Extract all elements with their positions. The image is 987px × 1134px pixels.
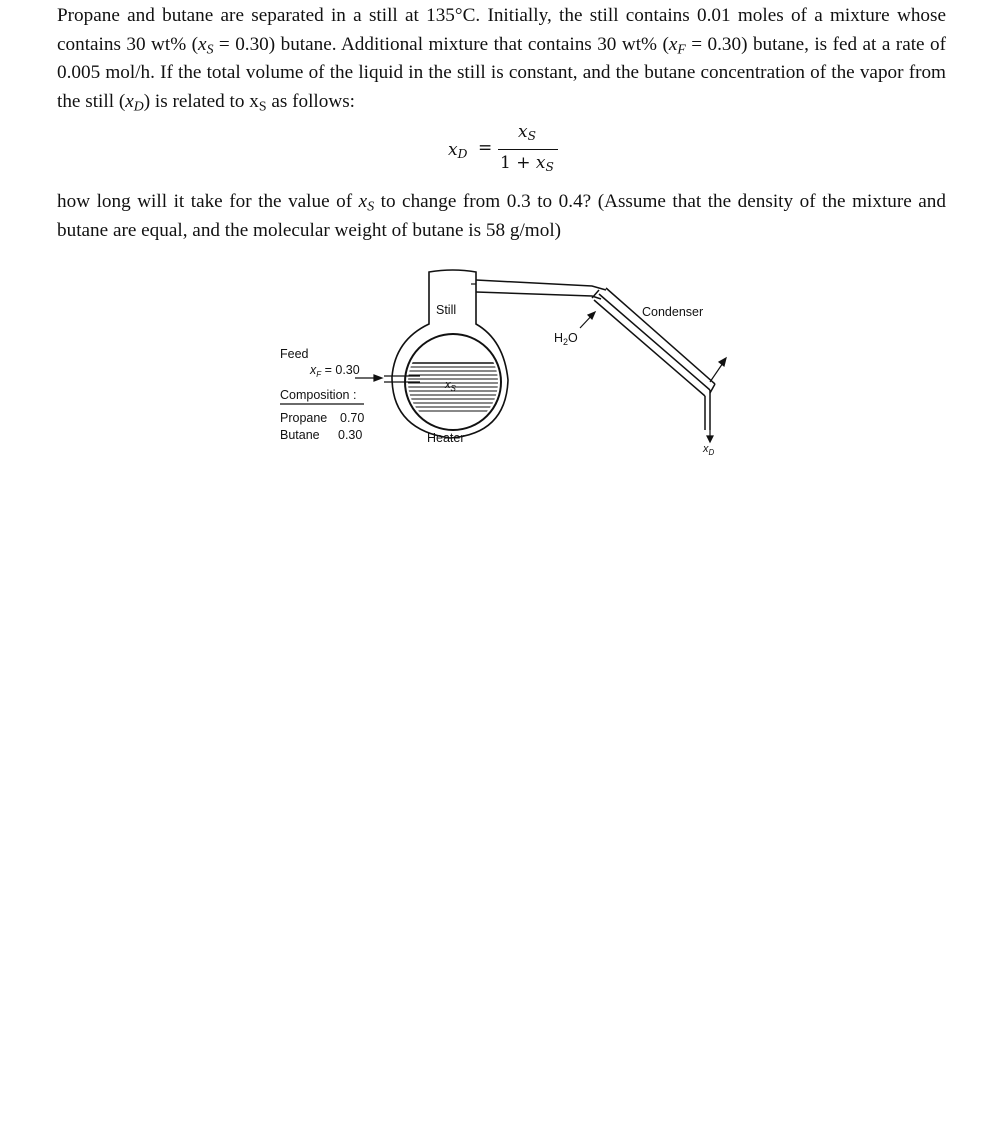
- water-label: $H_2O$: [554, 331, 578, 347]
- propane-label: Propane: [280, 411, 328, 425]
- still-diagram: [270, 262, 740, 462]
- outlet-composition-label: $x_D$: [703, 443, 715, 457]
- feed-label: Feed: [280, 347, 309, 361]
- propane-value: 0.70: [340, 411, 365, 425]
- composition-label: Composition :: [280, 388, 357, 402]
- xs-subscript: S: [258, 97, 267, 113]
- xd-symbol: $x_D$: [125, 90, 144, 113]
- problem-text: Propane and butane are separated in a still at 135°C. Initially, the still contains 0.01 moles of a mixture whose contains 30 wt% (: [57, 5, 946, 55]
- problem-text: as follows:: [266, 90, 355, 112]
- xs-symbol: $x_S$: [358, 191, 375, 214]
- problem-text: = 0.30) butane, is fed at a rate of 0.005 mol/h. If the total volume of the liquid in the still is constant, and the butane concentration of the vapor from the still (: [57, 33, 946, 112]
- still-label: Still: [436, 303, 457, 317]
- xs-symbol: $x_S$: [198, 33, 214, 56]
- problem-text: ) is related to x: [143, 90, 259, 112]
- xf-symbol: $x_F$: [668, 33, 686, 56]
- butane-value: 0.30: [338, 428, 363, 442]
- problem-text: how long will it take for the value of: [57, 191, 359, 212]
- vapor-liquid-equation: [440, 122, 570, 178]
- fraction-bar: [498, 149, 558, 150]
- condenser-label: Condenser: [642, 305, 704, 319]
- problem-paragraph-2: [57, 188, 946, 245]
- liquid-composition-label: $x_S$: [445, 379, 456, 393]
- problem-paragraph-1: [57, 2, 946, 116]
- equation-numerator: $x_S$: [518, 122, 536, 144]
- heater-label: Heater: [427, 431, 465, 445]
- butane-label: Butane: [280, 428, 320, 442]
- equation-lhs: $x_D$: [448, 140, 468, 162]
- problem-text: to change from 0.3 to 0.4? (Assume that the density of the mixture and butane are equal, and the molecular weight of butane is 58 g/mol): [57, 191, 946, 241]
- equation-denominator: $1 + x_S$: [500, 153, 554, 175]
- equation-equals-sign: =: [478, 138, 493, 158]
- vapor-line: [476, 280, 606, 299]
- feed-xf-value: $x_F = 0.30$: [310, 363, 360, 379]
- problem-text: = 0.30) butane. Additional mixture that contains 30 wt% (: [213, 33, 669, 55]
